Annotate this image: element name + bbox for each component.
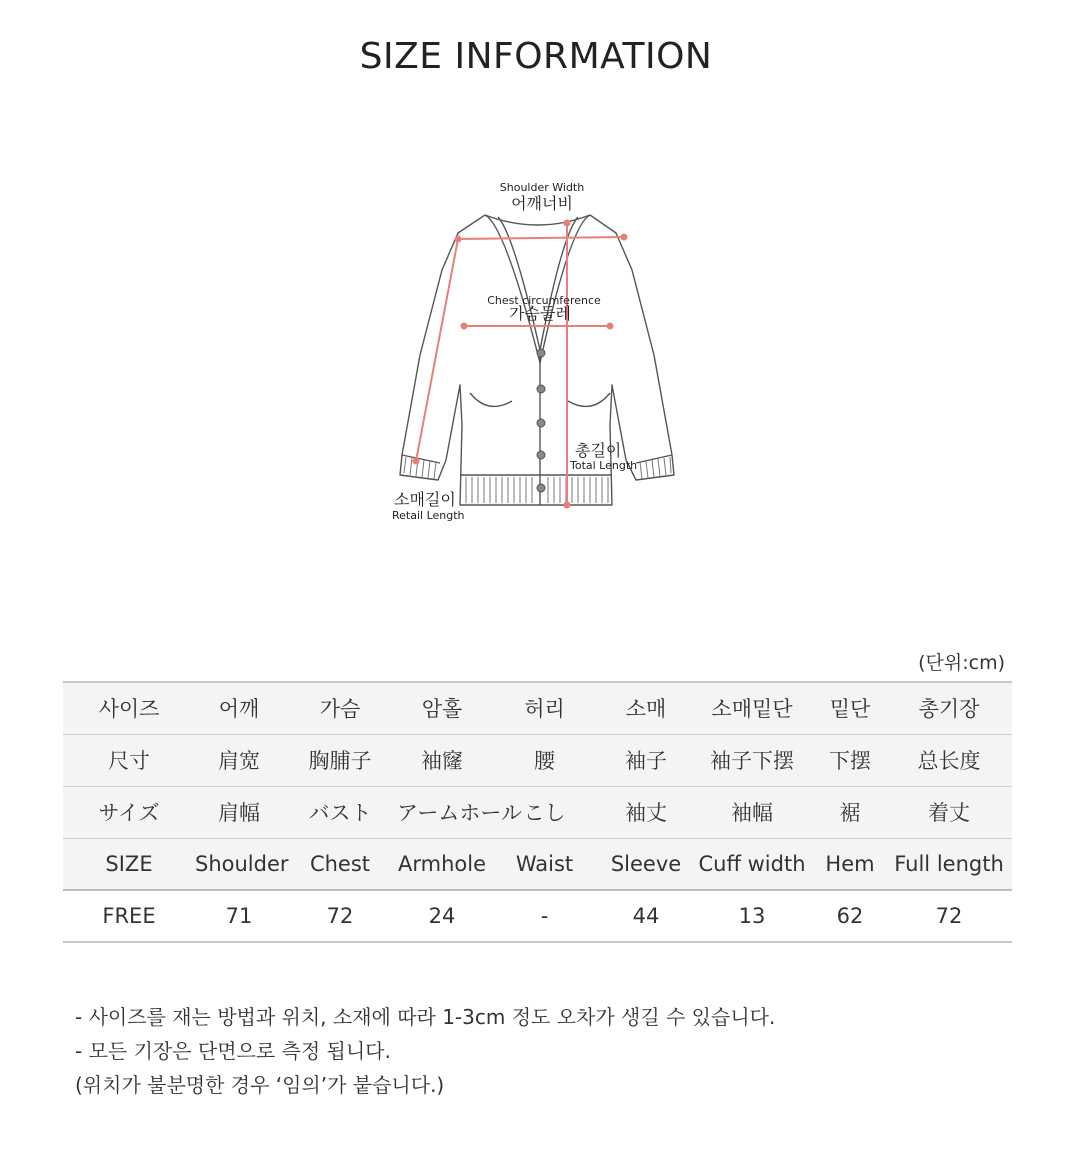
header-cell: 着丈 — [886, 786, 1012, 838]
header-cell: 肩宽 — [195, 734, 283, 786]
table-cell: 71 — [195, 890, 283, 942]
header-cell: こし — [487, 786, 602, 838]
table-cell: FREE — [63, 890, 195, 942]
header-cell: Cuff width — [690, 838, 814, 890]
sleeve-length-label-en: Retail Length — [392, 509, 465, 522]
header-cell: 허리 — [487, 682, 602, 734]
header-cell: 肩幅 — [195, 786, 283, 838]
header-cell: 袖幅 — [690, 786, 814, 838]
header-cell: 소매밑단 — [690, 682, 814, 734]
table-cell: 24 — [397, 890, 487, 942]
header-cell: 袖子 — [602, 734, 690, 786]
unit-label: (단위:cm) — [918, 652, 1005, 674]
note-line: (위치가 불분명한 경우 ‘임의’가 붙습니다.) — [75, 1073, 445, 1097]
total-length-label-ko: 총길이 — [575, 441, 622, 460]
note-line: - 사이즈를 재는 방법과 위치, 소재에 따라 1-3cm 정도 오차가 생길 수 있습니다. — [75, 1005, 776, 1029]
header-row — [63, 734, 1012, 786]
header-cell: Full length — [886, 838, 1012, 890]
header-cell: 袖丈 — [602, 786, 690, 838]
size-table — [63, 681, 1012, 943]
chest-label-ko: 가슴둘레 — [509, 304, 571, 323]
table-cell: - — [487, 890, 602, 942]
cardigan-illustration — [380, 175, 700, 530]
header-cell: SIZE — [63, 838, 195, 890]
header-row — [63, 786, 1012, 838]
table-cell: 62 — [814, 890, 886, 942]
header-cell: バスト — [283, 786, 397, 838]
shoulder-label-en: Shoulder Width — [499, 181, 585, 194]
table-cell: 72 — [886, 890, 1012, 942]
cardigan-diagram — [380, 175, 700, 530]
header-cell: 밑단 — [814, 682, 886, 734]
page-title: SIZE INFORMATION — [359, 36, 713, 77]
total-length-label-en: Total Length — [570, 459, 638, 472]
notes — [75, 1000, 775, 1102]
header-cell: 총기장 — [886, 682, 1012, 734]
table-row — [63, 890, 1012, 942]
table-cell: 72 — [283, 890, 397, 942]
header-cell: 腰 — [487, 734, 602, 786]
header-cell: Sleeve — [602, 838, 690, 890]
chest-label-en: Chest circumference — [487, 294, 601, 307]
header-cell: 암홀 — [397, 682, 487, 734]
table-cell: 44 — [602, 890, 690, 942]
note-line: - 모든 기장은 단면으로 측정 됩니다. — [75, 1039, 391, 1063]
sleeve-length-label-ko: 소매길이 — [394, 490, 456, 509]
header-cell: アームホール — [397, 786, 487, 838]
header-cell: 总长度 — [886, 734, 1012, 786]
header-cell: Armhole — [397, 838, 487, 890]
header-cell: Shoulder — [195, 838, 283, 890]
header-cell: 袖窿 — [397, 734, 487, 786]
header-row — [63, 838, 1012, 890]
header-cell: Waist — [487, 838, 602, 890]
header-cell: 袖子下摆 — [690, 734, 814, 786]
header-row — [63, 682, 1012, 734]
header-cell: 가슴 — [283, 682, 397, 734]
header-cell: 裾 — [814, 786, 886, 838]
header-cell: Chest — [283, 838, 397, 890]
header-cell: 尺寸 — [63, 734, 195, 786]
table-cell: 13 — [690, 890, 814, 942]
header-cell: 下摆 — [814, 734, 886, 786]
header-cell: サイズ — [63, 786, 195, 838]
shoulder-label-ko: 어깨너비 — [511, 194, 573, 213]
header-cell: Hem — [814, 838, 886, 890]
header-cell: 사이즈 — [63, 682, 195, 734]
header-cell: 소매 — [602, 682, 690, 734]
header-cell: 胸脯子 — [283, 734, 397, 786]
header-cell: 어깨 — [195, 682, 283, 734]
